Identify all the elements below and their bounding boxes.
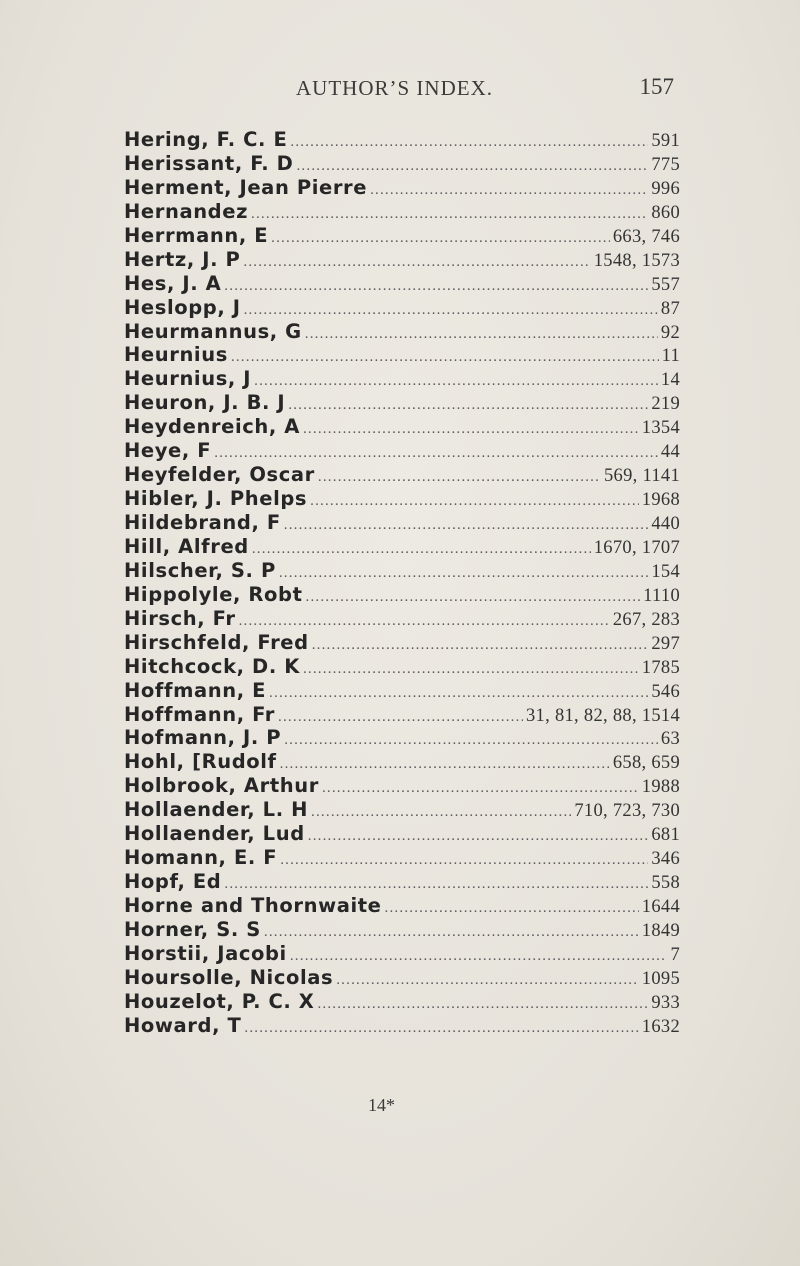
entry-name: Heslopp, J (124, 295, 241, 319)
dot-leader (243, 251, 590, 272)
entry-pages: 663, 746 (612, 226, 680, 247)
dot-leader (312, 634, 649, 655)
index-entry (124, 128, 680, 152)
index-entry (124, 367, 680, 391)
entry-name: Horner, S. S (124, 917, 261, 941)
dot-leader (284, 514, 649, 535)
entry-pages: 154 (651, 561, 680, 582)
dot-leader (288, 394, 648, 415)
entry-name: Hoursolle, Nicolas (124, 965, 334, 989)
dot-leader (269, 682, 648, 703)
entry-name: Herrmann, E (124, 223, 269, 247)
index-entry (124, 463, 680, 487)
entry-name: Hoffmann, E (124, 678, 267, 702)
index-entry (124, 487, 680, 511)
entry-pages: 1354 (641, 418, 680, 439)
dot-leader (311, 801, 571, 822)
dot-leader (280, 849, 648, 870)
entry-pages: 1849 (641, 920, 680, 941)
entry-name: Heydenreich, A (124, 415, 300, 439)
dot-leader (370, 179, 648, 200)
entry-name: Heye, F (124, 439, 212, 463)
index-entry (124, 248, 680, 272)
entry-name: Hoffmann, Fr (124, 702, 276, 726)
entry-name: Hernandez (124, 199, 249, 223)
index-entry (124, 200, 680, 224)
index-entry (124, 415, 680, 439)
entry-name: Hes, J. A (124, 271, 222, 295)
entry-pages: 591 (651, 131, 680, 151)
index-entry (124, 439, 680, 463)
entry-pages: 87 (660, 298, 680, 319)
entry-name: Hitchcock, D. K (124, 654, 300, 678)
entry-pages: 297 (651, 633, 680, 654)
entry-pages: 7 (670, 944, 680, 965)
page-number: 157 (639, 74, 674, 99)
dot-leader (322, 777, 639, 798)
entry-pages: 219 (651, 394, 680, 415)
dot-leader (278, 706, 523, 727)
entry-pages: 440 (651, 514, 680, 534)
entry-pages: 1785 (641, 657, 680, 678)
entry-name: Howard, T (124, 1013, 242, 1037)
index-entry (124, 918, 680, 942)
entry-name: Hofmann, J. P (124, 726, 282, 750)
index-entry (124, 966, 680, 990)
entry-pages: 710, 723, 730 (574, 801, 680, 822)
entry-pages: 996 (651, 178, 680, 199)
dot-leader (385, 897, 639, 918)
entry-pages: 1632 (641, 1016, 680, 1037)
entry-pages: 860 (651, 202, 680, 223)
index-entry (124, 535, 680, 559)
index-entry (124, 343, 680, 367)
dot-leader (290, 131, 648, 152)
index-entry (124, 894, 680, 918)
entry-pages: 546 (651, 681, 680, 702)
entry-pages: 63 (660, 729, 680, 750)
index-entry (124, 511, 680, 535)
dot-leader (244, 299, 658, 320)
index-entry (124, 320, 680, 344)
entry-name: Heurnius (124, 343, 228, 367)
dot-leader (310, 490, 639, 511)
dot-leader (271, 227, 610, 248)
entry-pages: 92 (660, 322, 680, 343)
entry-name: Hertz, J. P (124, 247, 241, 271)
entry-name: Hilscher, S. P (124, 558, 276, 582)
index-entry (124, 583, 680, 607)
entry-pages: 775 (651, 154, 680, 175)
entry-pages: 346 (651, 849, 680, 870)
entry-name: Hirsch, Fr (124, 606, 236, 630)
index-entry (124, 798, 680, 822)
dot-leader (239, 610, 610, 631)
index-entry (124, 703, 680, 727)
running-head: AUTHOR’S INDEX. (296, 76, 493, 100)
index-entries (124, 128, 680, 1038)
dot-leader (290, 945, 668, 966)
entry-pages: 681 (651, 825, 680, 846)
entry-pages: 557 (651, 274, 680, 295)
dot-leader (264, 921, 639, 942)
index-entry (124, 631, 680, 655)
entry-name: Heuron, J. B. J (124, 391, 286, 415)
index-entry (124, 750, 680, 774)
index-entry (124, 272, 680, 296)
entry-pages: 44 (660, 442, 680, 463)
entry-name: Hohl, [Rudolf (124, 750, 277, 774)
entry-name: Homann, E. F (124, 846, 278, 870)
entry-pages: 569, 1141 (603, 466, 680, 487)
index-entry (124, 391, 680, 415)
index-entry (124, 990, 680, 1014)
entry-name: Heurmannus, G (124, 319, 302, 343)
entry-pages: 1670, 1707 (593, 537, 680, 558)
dot-leader (224, 275, 648, 296)
entry-name: Hibler, J. Phelps (124, 487, 308, 511)
entry-name: Herissant, F. D (124, 151, 294, 175)
entry-name: Hollaender, Lud (124, 822, 305, 846)
index-entry (124, 774, 680, 798)
index-entry (124, 1014, 680, 1038)
index-entry (124, 870, 680, 894)
entry-pages: 1095 (641, 968, 680, 989)
entry-pages: 933 (651, 992, 680, 1013)
signature-mark: 14* (368, 1095, 395, 1115)
dot-leader (254, 370, 658, 391)
dot-leader (244, 1017, 638, 1038)
dot-leader (231, 346, 659, 367)
entry-name: Hering, F. C. E (124, 128, 288, 151)
dot-leader (284, 729, 658, 750)
entry-name: Hirschfeld, Fred (124, 630, 309, 654)
dot-leader (252, 538, 591, 559)
index-entry (124, 224, 680, 248)
entry-pages: 31, 81, 82, 88, 1514 (526, 705, 680, 726)
dot-leader (224, 873, 648, 894)
entry-name: Houzelot, P. C. X (124, 989, 315, 1013)
dot-leader (251, 203, 648, 224)
index-entry (124, 296, 680, 320)
entry-pages: 1110 (643, 585, 680, 606)
index-entry (124, 679, 680, 703)
dot-leader (214, 442, 658, 463)
dot-leader (280, 753, 610, 774)
dot-leader (317, 993, 648, 1014)
dot-leader (318, 466, 601, 487)
entry-pages: 658, 659 (612, 753, 680, 774)
entry-name: Horne and Thornwaite (124, 894, 382, 917)
dot-leader (308, 825, 649, 846)
entry-name: Holbrook, Arthur (124, 774, 319, 798)
entry-pages: 1968 (641, 490, 680, 511)
entry-pages: 1644 (641, 897, 680, 917)
entry-pages: 14 (660, 370, 680, 391)
entry-name: Hopf, Ed (124, 870, 222, 894)
dot-leader (303, 418, 639, 439)
entry-pages: 267, 283 (612, 609, 680, 630)
index-entry (124, 655, 680, 679)
index-entry (124, 726, 680, 750)
dot-leader (305, 323, 658, 344)
index-entry (124, 176, 680, 200)
dot-leader (279, 562, 649, 583)
entry-name: Horstii, Jacobi (124, 941, 287, 965)
entry-pages: 558 (651, 873, 680, 894)
entry-pages: 1548, 1573 (593, 250, 680, 271)
index-entry (124, 822, 680, 846)
dot-leader (336, 969, 639, 990)
entry-name: Hippolyle, Robt (124, 582, 303, 606)
entry-name: Hill, Alfred (124, 534, 249, 558)
index-entry (124, 846, 680, 870)
index-entry (124, 607, 680, 631)
dot-leader (306, 586, 641, 607)
dot-leader (303, 658, 639, 679)
entry-name: Herment, Jean Pierre (124, 175, 368, 199)
entry-name: Heurnius, J (124, 367, 252, 391)
index-entry (124, 559, 680, 583)
index-entry (124, 942, 680, 966)
entry-pages: 11 (661, 346, 680, 367)
dot-leader (296, 155, 648, 176)
entry-name: Hildebrand, F (124, 511, 281, 534)
index-entry (124, 152, 680, 176)
entry-name: Hollaender, L. H (124, 798, 309, 822)
entry-pages: 1988 (641, 777, 680, 798)
entry-name: Heyfelder, Oscar (124, 463, 315, 487)
